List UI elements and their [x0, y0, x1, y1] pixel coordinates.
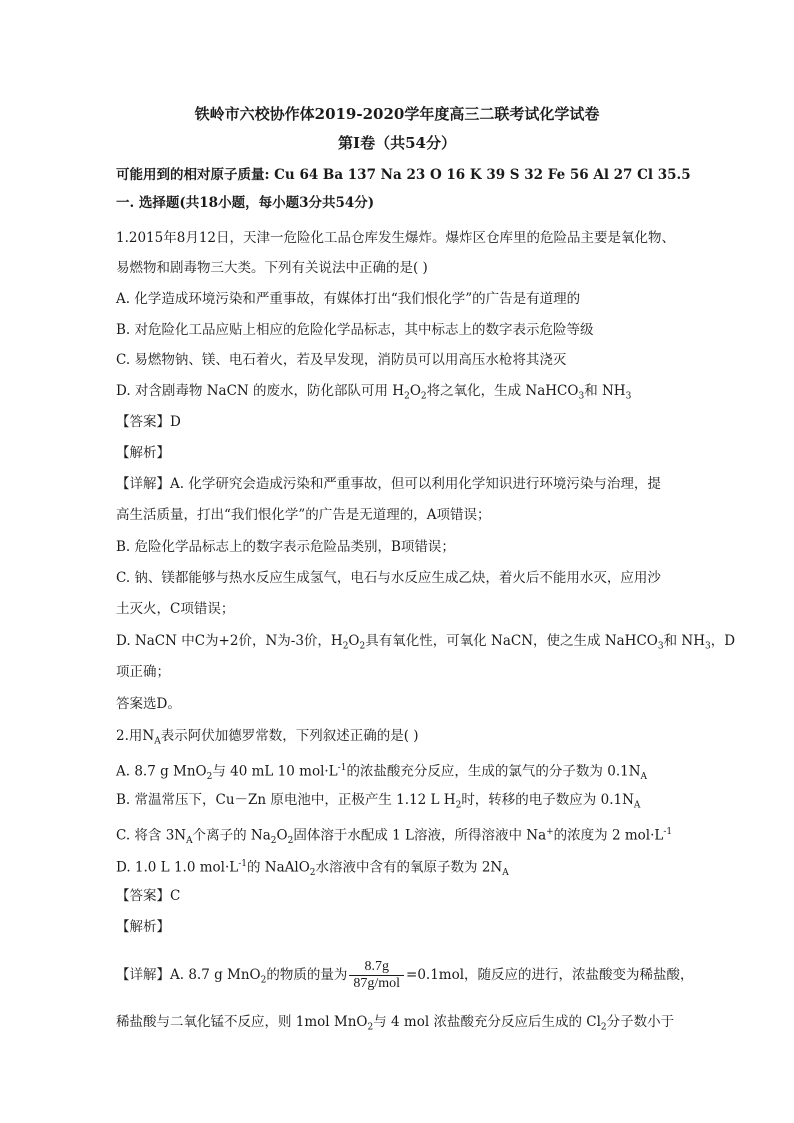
q2-stem: 2.用$N_A$表示阿伏加德罗常数，下列叙述正确的是( ) [116, 728, 419, 747]
q2-option-a: A. 8.7 g MnO$_2$与 40 mL 10 $mol\cdot L^{-1}$的浓盐酸充分反应，生成的氯气的分子数为 $0.1N_A$ [116, 763, 648, 783]
section-heading: 一. 选择题(共18小题，每小题3分共54分) [116, 195, 375, 211]
q1-detail-line-7: 项正确； [116, 664, 170, 680]
q1-option-b: B. 对危险化工品应贴上相应的危险化学品标志，其中标志上的数字表示危险等级 [116, 322, 594, 338]
q1-stem-line-1: 1.2015年8月12日，天津一危险化工品仓库发生爆炸。爆炸区仓库里的危险品主要是氧化物、 [116, 230, 676, 246]
q1-option-a: A. 化学造成环境污染和严重事故，有媒体打出“我们恨化学”的广告是有道理的 [116, 291, 581, 307]
q1-option-d: D. 对含剧毒物 NaCN 的废水，防化部队可用 $H_2O_2$将之氧化，生成 NaHCO$_3$和 $NH_3$ [116, 383, 632, 402]
q2-detail-line-2: 稀盐酸与二氧化锰不反应，则 1mol MnO$_2$与 4 mol 浓盐酸充分反应后生成的 $Cl_2$分子数小于 [116, 1014, 675, 1033]
q1-stem-line-2: 易燃物和剧毒物三大类。下列有关说法中正确的是( ) [116, 260, 428, 276]
q1-detail-line-5: 土灭火，C项错误； [116, 601, 235, 617]
molar-fraction [349, 959, 404, 992]
fraction-denominator: 87g/mol [353, 976, 401, 991]
q2-option-b: B. 常温常压下，Cu－Zn 原电池中，正极产生 1.12 L $H_2$时，转移的电子数应为 $0.1N_A$ [116, 792, 641, 811]
fraction-numerator: 8.7g [349, 959, 404, 976]
q1-detail-line-3: B. 危险化学品标志上的数字表示危险品类别，B项错误； [116, 539, 455, 555]
q2-answer: 【答案】C [116, 888, 181, 904]
q1-detail-line-4: C. 钠、镁都能够与热水反应生成氢气，电石与水反应生成乙炔，着火后不能用水灭，应用沙 [116, 570, 661, 586]
q1-answer: 【答案】D [116, 414, 181, 430]
part-title: 第Ⅰ卷（共54分） [338, 134, 456, 152]
exam-title: 铁岭市六校协作体2019-2020学年度高三二联考试化学试卷 [194, 105, 600, 123]
q2-option-d: D. 1.0 L 1.0 $mol\cdot L^{-1}$的 NaAlO$_2$水溶液中含有的氧原子数为 $2N_A$ [116, 859, 509, 879]
q1-analysis-label: 【解析】 [116, 445, 170, 461]
q1-detail-line-1: 【详解】A. 化学研究会造成污染和严重事故，但可以利用化学知识进行环境污染与治理，提 [116, 476, 661, 492]
atomic-masses: 可能用到的相对原子质量: Cu 64 Ba 137 Na 23 O 16 K 39 S 32 Fe 56 Al 27 Cl 35.5 [116, 167, 691, 183]
q1-conclusion: 答案选D。 [116, 696, 181, 712]
q1-detail-line-2: 高生活质量，打出“我们恨化学”的广告是无道理的，A项错误； [116, 507, 491, 523]
q1-option-c: C. 易燃物钠、镁、电石着火，若及早发现，消防员可以用高压水枪将其浇灭 [116, 352, 567, 368]
q2-analysis-label: 【解析】 [116, 919, 170, 935]
q2-detail-line-1: 【详解】A. 8.7 g MnO$_2$的物质的量为 $\frac{8.7g}{\text{87g/mol}}$ =0.1mol，随反应的进行，浓盐酸变为稀盐酸， [116, 959, 694, 991]
q1-detail-line-6: D. NaCN 中C为+2价，N为-3价，$H_2O_2$具有氧化性，可氧化 NaCN，使之生成 NaHCO$_3$和 $NH_3$，D [116, 633, 736, 652]
q2-option-c: C. 将含 $3N_A$个离子的 $Na_2O_2$固体溶于水配成 1 L溶液，所得溶液中 Na+的浓度为 2 $mol\cdot L^{-1}$ [116, 827, 673, 847]
